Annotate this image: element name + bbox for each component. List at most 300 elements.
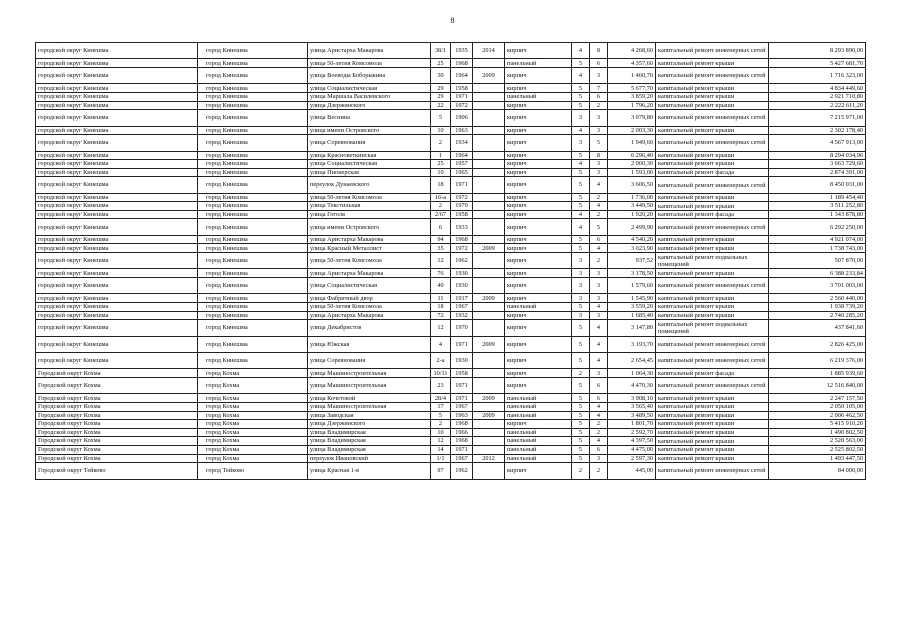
renovation-year-cell: 2012 — [473, 454, 505, 463]
entrances-cell: 7 — [590, 84, 608, 93]
entrances-cell: 5 — [590, 219, 608, 235]
build-year-cell: 1932 — [451, 311, 473, 320]
renovation-year-cell — [473, 428, 505, 437]
build-year-cell: 1930 — [451, 278, 473, 294]
build-year-cell: 1968 — [451, 437, 473, 446]
build-year-cell: 1968 — [451, 420, 473, 429]
table-row — [36, 445, 866, 454]
table-row — [36, 402, 866, 411]
street-cell: улица 50-летия Комсомола — [308, 253, 431, 269]
entrances-cell: 3 — [590, 110, 608, 126]
street-cell: улица Пионерская — [308, 168, 431, 177]
house-number-cell: 12 — [431, 437, 451, 446]
work-type-cell: капитальный ремонт инженерных сетей — [656, 377, 769, 393]
entrances-cell: 6 — [590, 235, 608, 244]
work-type-cell: капитальный ремонт крыши — [656, 235, 769, 244]
house-number-cell: 12 — [431, 253, 451, 269]
area-cell: 2 003,30 — [608, 126, 656, 135]
area-cell: 3 147,80 — [608, 320, 656, 336]
area-cell: 3 559,20 — [608, 303, 656, 312]
floors-cell: 5 — [572, 428, 590, 437]
house-number-cell: 29 — [431, 84, 451, 93]
renovation-year-cell: 2009 — [473, 394, 505, 403]
table-row — [36, 394, 866, 403]
work-type-cell: капитальный ремонт крыши — [656, 151, 769, 160]
wall-material-cell: кирпич — [505, 202, 572, 211]
entrances-cell: 3 — [590, 311, 608, 320]
wall-material-cell: кирпич — [505, 369, 572, 378]
town-cell: город Кохма — [198, 369, 308, 378]
build-year-cell: 1958 — [451, 369, 473, 378]
street-cell: переулок Ивановский — [308, 454, 431, 463]
cost-cell: 8 294 034,96 — [769, 151, 866, 160]
entrances-cell: 3 — [590, 369, 608, 378]
renovation-year-cell — [473, 377, 505, 393]
street-cell: улица Аристарха Макарова — [308, 43, 431, 59]
house-number-cell: 10 — [431, 428, 451, 437]
build-year-cell: 1971 — [451, 377, 473, 393]
build-year-cell: 1971 — [451, 177, 473, 193]
town-cell: город Кинешма — [198, 353, 308, 369]
house-number-cell: 35 — [431, 244, 451, 253]
floors-cell: 5 — [572, 420, 590, 429]
table-row — [36, 294, 866, 303]
entrances-cell: 4 — [590, 320, 608, 336]
build-year-cell: 1906 — [451, 110, 473, 126]
area-cell: 3 565,40 — [608, 402, 656, 411]
work-type-cell: капитальный ремонт крыши — [656, 126, 769, 135]
renovation-year-cell — [473, 420, 505, 429]
floors-cell: 3 — [572, 110, 590, 126]
build-year-cell: 1917 — [451, 294, 473, 303]
work-type-cell: капитальный ремонт инженерных сетей — [656, 463, 769, 479]
district-cell: Городской округ Кохма — [36, 402, 198, 411]
table-row — [36, 235, 866, 244]
house-number-cell: 28/4 — [431, 394, 451, 403]
district-cell: Городской округ Кохма — [36, 411, 198, 420]
wall-material-cell: кирпич — [505, 219, 572, 235]
district-cell: городской округ Кинешма — [36, 67, 198, 83]
work-type-cell: капитальный ремонт крыши — [656, 84, 769, 93]
entrances-cell: 6 — [590, 394, 608, 403]
floors-cell: 5 — [572, 193, 590, 202]
build-year-cell: 1972 — [451, 193, 473, 202]
work-type-cell: капитальный ремонт инженерных сетей — [656, 67, 769, 83]
wall-material-cell: панельный — [505, 303, 572, 312]
renovation-year-cell — [473, 92, 505, 101]
town-cell: город Кинешма — [198, 269, 308, 278]
district-cell: городской округ Кинешма — [36, 303, 198, 312]
town-cell: город Кинешма — [198, 303, 308, 312]
area-cell: 937,52 — [608, 253, 656, 269]
house-number-cell: 97 — [431, 463, 451, 479]
district-cell: Городской округ Тейково — [36, 463, 198, 479]
build-year-cell: 1972 — [451, 244, 473, 253]
house-number-cell: 16-а — [431, 193, 451, 202]
table-row — [36, 67, 866, 83]
street-cell: улица Дзержинского — [308, 101, 431, 110]
table-row — [36, 202, 866, 211]
work-type-cell: капитальный ремонт фасада — [656, 168, 769, 177]
table-row — [36, 84, 866, 93]
district-cell: городской округ Кинешма — [36, 269, 198, 278]
work-type-cell: капитальный ремонт инженерных сетей — [656, 278, 769, 294]
wall-material-cell: панельный — [505, 445, 572, 454]
work-type-cell: капитальный ремонт крыши — [656, 428, 769, 437]
cost-cell: 1 343 878,80 — [769, 210, 866, 219]
floors-cell: 5 — [572, 244, 590, 253]
build-year-cell: 1972 — [451, 101, 473, 110]
street-cell: улица Аристарха Макарова — [308, 311, 431, 320]
renovation-year-cell — [473, 353, 505, 369]
house-number-cell: 2-а — [431, 353, 451, 369]
table-row — [36, 420, 866, 429]
wall-material-cell: кирпич — [505, 193, 572, 202]
cost-cell: 3 701 003,00 — [769, 278, 866, 294]
town-cell: город Кинешма — [198, 244, 308, 253]
wall-material-cell: кирпич — [505, 311, 572, 320]
work-type-cell: капитальный ремонт крыши — [656, 269, 769, 278]
entrances-cell: 8 — [590, 151, 608, 160]
town-cell: город Кинешма — [198, 151, 308, 160]
house-number-cell: 40 — [431, 278, 451, 294]
floors-cell: 5 — [572, 92, 590, 101]
build-year-cell: 1962 — [451, 463, 473, 479]
cost-cell: 1 716 323,00 — [769, 67, 866, 83]
floors-cell: 5 — [572, 454, 590, 463]
cost-cell: 1 938 739,20 — [769, 303, 866, 312]
town-cell: город Кохма — [198, 411, 308, 420]
work-type-cell: капитальный ремонт крыши — [656, 303, 769, 312]
town-cell: город Кинешма — [198, 278, 308, 294]
entrances-cell: 3 — [590, 454, 608, 463]
town-cell: город Кинешма — [198, 193, 308, 202]
work-type-cell: капитальный ремонт крыши — [656, 411, 769, 420]
build-year-cell: 1966 — [451, 428, 473, 437]
town-cell: город Кохма — [198, 454, 308, 463]
district-cell: городской округ Кинешма — [36, 160, 198, 169]
build-year-cell: 1933 — [451, 219, 473, 235]
table-row — [36, 428, 866, 437]
wall-material-cell: кирпич — [505, 244, 572, 253]
renovation-year-cell — [473, 311, 505, 320]
table-row — [36, 411, 866, 420]
area-cell: 3 859,20 — [608, 92, 656, 101]
table-body — [36, 43, 866, 480]
town-cell: город Кохма — [198, 420, 308, 429]
town-cell: город Кинешма — [198, 84, 308, 93]
cost-cell: 6 388 233,84 — [769, 269, 866, 278]
area-cell: 1 796,20 — [608, 101, 656, 110]
district-cell: городской округ Кинешма — [36, 126, 198, 135]
area-cell: 2 597,30 — [608, 454, 656, 463]
floors-cell: 5 — [572, 336, 590, 352]
street-cell: улица Кочетовой — [308, 394, 431, 403]
street-cell: улица Аристарха Макарова — [308, 235, 431, 244]
table-row — [36, 101, 866, 110]
area-cell: 1 920,20 — [608, 210, 656, 219]
district-cell: городской округ Кинешма — [36, 177, 198, 193]
town-cell: город Кохма — [198, 437, 308, 446]
street-cell: улица имени Островского — [308, 219, 431, 235]
district-cell: городской округ Кинешма — [36, 336, 198, 352]
area-cell: 3 489,50 — [608, 411, 656, 420]
work-type-cell: капитальный ремонт подвальных помещений — [656, 253, 769, 269]
area-cell: 2 499,90 — [608, 219, 656, 235]
floors-cell: 5 — [572, 303, 590, 312]
work-type-cell: капитальный ремонт крыши — [656, 59, 769, 68]
town-cell: город Кинешма — [198, 311, 308, 320]
entrances-cell: 4 — [590, 411, 608, 420]
work-type-cell: капитальный ремонт крыши — [656, 402, 769, 411]
district-cell: городской округ Кинешма — [36, 219, 198, 235]
area-cell: 2 592,70 — [608, 428, 656, 437]
build-year-cell: 1968 — [451, 59, 473, 68]
wall-material-cell: панельный — [505, 454, 572, 463]
entrances-cell: 3 — [590, 67, 608, 83]
build-year-cell: 1930 — [451, 269, 473, 278]
table-row — [36, 463, 866, 479]
build-year-cell: 1957 — [451, 160, 473, 169]
floors-cell: 3 — [572, 269, 590, 278]
floors-cell: 4 — [572, 126, 590, 135]
house-number-cell: 2/67 — [431, 210, 451, 219]
renovation-year-cell — [473, 269, 505, 278]
house-number-cell: 72 — [431, 311, 451, 320]
floors-cell: 5 — [572, 353, 590, 369]
street-cell: улица Соревнования — [308, 135, 431, 151]
floors-cell: 5 — [572, 445, 590, 454]
cost-cell: 1 490 802,50 — [769, 428, 866, 437]
street-cell: улица Южская — [308, 336, 431, 352]
house-number-cell: 22 — [431, 101, 451, 110]
table-row — [36, 135, 866, 151]
wall-material-cell: кирпич — [505, 177, 572, 193]
street-cell: улица 50-летия Комсомола — [308, 59, 431, 68]
cost-cell: 1 493 447,50 — [769, 454, 866, 463]
renovation-year-cell: 2009 — [473, 411, 505, 420]
table-row — [36, 278, 866, 294]
area-cell: 4 470,30 — [608, 377, 656, 393]
floors-cell: 5 — [572, 177, 590, 193]
renovation-year-cell — [473, 177, 505, 193]
district-cell: городской округ Кинешма — [36, 84, 198, 93]
house-number-cell: 29 — [431, 92, 451, 101]
house-number-cell: 23 — [431, 377, 451, 393]
area-cell: 3 908,10 — [608, 394, 656, 403]
renovation-year-cell — [473, 278, 505, 294]
floors-cell: 5 — [572, 151, 590, 160]
work-type-cell: капитальный ремонт крыши — [656, 311, 769, 320]
district-cell: городской округ Кинешма — [36, 110, 198, 126]
area-cell: 1 579,60 — [608, 278, 656, 294]
table-row — [36, 210, 866, 219]
wall-material-cell: кирпич — [505, 135, 572, 151]
district-cell: Городской округ Кохма — [36, 437, 198, 446]
floors-cell: 3 — [572, 278, 590, 294]
cost-cell: 1 738 743,00 — [769, 244, 866, 253]
work-type-cell: капитальный ремонт крыши — [656, 445, 769, 454]
build-year-cell: 1967 — [451, 402, 473, 411]
town-cell: город Кинешма — [198, 294, 308, 303]
build-year-cell: 1967 — [451, 454, 473, 463]
entrances-cell: 2 — [590, 420, 608, 429]
street-cell: улица Дзержинского — [308, 420, 431, 429]
district-cell: городской округ Кинешма — [36, 59, 198, 68]
cost-cell: 1 885 939,60 — [769, 369, 866, 378]
house-number-cell: 30 — [431, 67, 451, 83]
street-cell: улица Декабристов — [308, 320, 431, 336]
renovation-year-cell — [473, 210, 505, 219]
renovation-year-cell — [473, 463, 505, 479]
cost-cell: 84 000,00 — [769, 463, 866, 479]
area-cell: 3 606,50 — [608, 177, 656, 193]
district-cell: городской округ Кинешма — [36, 101, 198, 110]
house-number-cell: 17 — [431, 402, 451, 411]
wall-material-cell: кирпич — [505, 320, 572, 336]
build-year-cell: 1964 — [451, 151, 473, 160]
build-year-cell: 1958 — [451, 84, 473, 93]
page-number: 8 — [450, 16, 455, 25]
table-row — [36, 269, 866, 278]
table-row — [36, 151, 866, 160]
house-number-cell: 11 — [431, 294, 451, 303]
table-row — [36, 454, 866, 463]
house-number-cell: 18 — [431, 303, 451, 312]
entrances-cell: 2 — [590, 210, 608, 219]
district-cell: Городской округ Кохма — [36, 369, 198, 378]
wall-material-cell: панельный — [505, 59, 572, 68]
build-year-cell: 1962 — [451, 253, 473, 269]
table-row — [36, 320, 866, 336]
area-cell: 4 397,50 — [608, 437, 656, 446]
town-cell: город Кинешма — [198, 67, 308, 83]
house-number-cell: 6 — [431, 219, 451, 235]
entrances-cell: 4 — [590, 244, 608, 253]
district-cell: городской округ Кинешма — [36, 311, 198, 320]
renovation-year-cell — [473, 437, 505, 446]
street-cell: улица Маршала Василевского — [308, 92, 431, 101]
floors-cell: 5 — [572, 235, 590, 244]
table-row — [36, 377, 866, 393]
renovation-year-cell: 2009 — [473, 336, 505, 352]
street-cell: улица Машиностроительная — [308, 369, 431, 378]
build-year-cell: 1965 — [451, 168, 473, 177]
work-type-cell: капитальный ремонт инженерных сетей — [656, 135, 769, 151]
renovation-year-cell — [473, 84, 505, 93]
renovation-year-cell: 2009 — [473, 67, 505, 83]
area-cell: 4 475,00 — [608, 445, 656, 454]
area-cell: 1 949,60 — [608, 135, 656, 151]
entrances-cell: 3 — [590, 126, 608, 135]
wall-material-cell: кирпич — [505, 353, 572, 369]
house-number-cell: 76 — [431, 269, 451, 278]
renovation-year-cell — [473, 193, 505, 202]
street-cell: улица Фабричный двор — [308, 294, 431, 303]
build-year-cell: 1971 — [451, 92, 473, 101]
house-number-cell: 25 — [431, 160, 451, 169]
street-cell: улица Красноветкинская — [308, 151, 431, 160]
cost-cell: 2 921 710,80 — [769, 92, 866, 101]
area-cell: 445,00 — [608, 463, 656, 479]
floors-cell: 5 — [572, 402, 590, 411]
entrances-cell: 6 — [590, 92, 608, 101]
build-year-cell: 1930 — [451, 353, 473, 369]
table-row — [36, 336, 866, 352]
table-row — [36, 244, 866, 253]
renovation-year-cell — [473, 235, 505, 244]
renovation-year-cell: 2009 — [473, 244, 505, 253]
house-number-cell: 2 — [431, 420, 451, 429]
renovation-year-cell: 2009 — [473, 294, 505, 303]
cost-cell: 2 302 178,40 — [769, 126, 866, 135]
town-cell: город Кинешма — [198, 253, 308, 269]
build-year-cell: 1971 — [451, 394, 473, 403]
house-number-cell: 25 — [431, 59, 451, 68]
build-year-cell: 1958 — [451, 210, 473, 219]
area-cell: 3 449,50 — [608, 202, 656, 211]
house-number-cell: 1/1 — [431, 454, 451, 463]
street-cell: улица Аристарха Макарова — [308, 269, 431, 278]
street-cell: улица Заводская — [308, 411, 431, 420]
wall-material-cell: панельный — [505, 394, 572, 403]
town-cell: город Кинешма — [198, 202, 308, 211]
renovation-year-cell — [473, 219, 505, 235]
wall-material-cell: кирпич — [505, 377, 572, 393]
work-type-cell: капитальный ремонт фасада — [656, 369, 769, 378]
wall-material-cell: кирпич — [505, 420, 572, 429]
renovation-year-cell — [473, 303, 505, 312]
cost-cell: 2 560 440,00 — [769, 294, 866, 303]
town-cell: город Тейково — [198, 463, 308, 479]
town-cell: город Кинешма — [198, 126, 308, 135]
house-number-cell: 5 — [431, 110, 451, 126]
street-cell: улица 50-летия Комсомола — [308, 193, 431, 202]
work-type-cell: капитальный ремонт крыши — [656, 202, 769, 211]
work-type-cell: капитальный ремонт инженерных сетей — [656, 110, 769, 126]
cost-cell: 6 292 250,00 — [769, 219, 866, 235]
town-cell: город Кинешма — [198, 135, 308, 151]
floors-cell: 5 — [572, 377, 590, 393]
floors-cell: 5 — [572, 168, 590, 177]
street-cell: улица Гоголя — [308, 210, 431, 219]
town-cell: город Кинешма — [198, 160, 308, 169]
house-number-cell: 14 — [431, 445, 451, 454]
floors-cell: 3 — [572, 253, 590, 269]
cost-cell: 2 050 105,00 — [769, 402, 866, 411]
street-cell: улица Соревнования — [308, 353, 431, 369]
town-cell: город Кинешма — [198, 336, 308, 352]
wall-material-cell: кирпич — [505, 101, 572, 110]
work-type-cell: капитальный ремонт подвальных помещений — [656, 320, 769, 336]
entrances-cell: 6 — [590, 59, 608, 68]
wall-material-cell: кирпич — [505, 151, 572, 160]
table-row — [36, 177, 866, 193]
area-cell: 1 593,00 — [608, 168, 656, 177]
cost-cell: 2 874 391,00 — [769, 168, 866, 177]
table-row — [36, 110, 866, 126]
entrances-cell: 6 — [590, 445, 608, 454]
floors-cell: 5 — [572, 84, 590, 93]
cost-cell: 7 215 971,00 — [769, 110, 866, 126]
table-row — [36, 253, 866, 269]
town-cell: город Кинешма — [198, 177, 308, 193]
district-cell: Городской округ Кохма — [36, 420, 198, 429]
area-cell: 3 023,90 — [608, 244, 656, 253]
cost-cell: 2 247 157,50 — [769, 394, 866, 403]
district-cell: городской округ Кинешма — [36, 193, 198, 202]
renovation-year-cell — [473, 369, 505, 378]
